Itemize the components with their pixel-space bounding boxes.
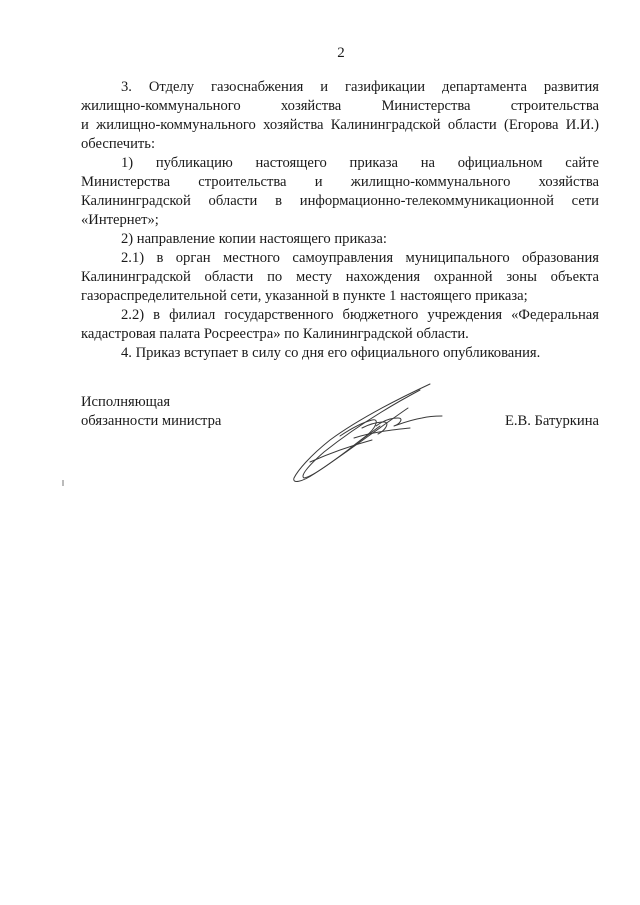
signature-strokes xyxy=(294,384,442,481)
paragraph-4 xyxy=(81,344,599,363)
text-line: Калининградской области по месту нахождения охранной зоны объекта xyxy=(81,269,599,285)
text-line: обеспечить: xyxy=(81,136,156,152)
scan-speck xyxy=(62,480,64,486)
document-body xyxy=(81,78,599,363)
text-line: 2) направление копии настоящего приказа: xyxy=(121,231,387,247)
text-line: кадастровая палата Росреестра» по Калининградской области. xyxy=(81,326,469,342)
paragraph-3 xyxy=(81,78,599,154)
text-line: 3. Отделу газоснабжения и газификации департамента развития xyxy=(121,79,599,95)
paragraph-3-1 xyxy=(81,154,599,230)
text-line: жилищно-коммунального хозяйства Министерства строительства xyxy=(81,98,599,114)
text-line: 2.2) в филиал государственного бюджетного учреждения «Федеральная xyxy=(121,307,599,323)
text-line: «Интернет»; xyxy=(81,212,159,228)
text-line: 4. Приказ вступает в силу со дня его официального опубликования. xyxy=(121,345,541,361)
paragraph-3-2-1 xyxy=(81,249,599,306)
text-line: газораспределительной сети, указанной в пункте 1 настоящего приказа; xyxy=(81,288,528,304)
text-line: и жилищно-коммунального хозяйства Калининградской области (Егорова И.И.) xyxy=(81,117,599,133)
paragraph-3-2-2 xyxy=(81,306,599,344)
signatory-title xyxy=(81,393,221,431)
page-number: 2 xyxy=(337,45,345,61)
signatory-title-line: обязанности министра xyxy=(81,413,222,429)
text-line: 2.1) в орган местного самоуправления муниципального образования xyxy=(121,250,599,266)
signatory-name: Е.В. Батуркина xyxy=(504,413,599,429)
text-line: Калининградской области в информационно-телекоммуникационной сети xyxy=(81,193,599,209)
text-line: 1) публикацию настоящего приказа на официальном сайте xyxy=(121,155,599,171)
signatory-title-line: Исполняющая xyxy=(81,394,171,410)
handwritten-signature xyxy=(280,378,450,488)
paragraph-3-2 xyxy=(81,230,599,249)
text-line: Министерства строительства и жилищно-коммунального хозяйства xyxy=(81,174,599,190)
